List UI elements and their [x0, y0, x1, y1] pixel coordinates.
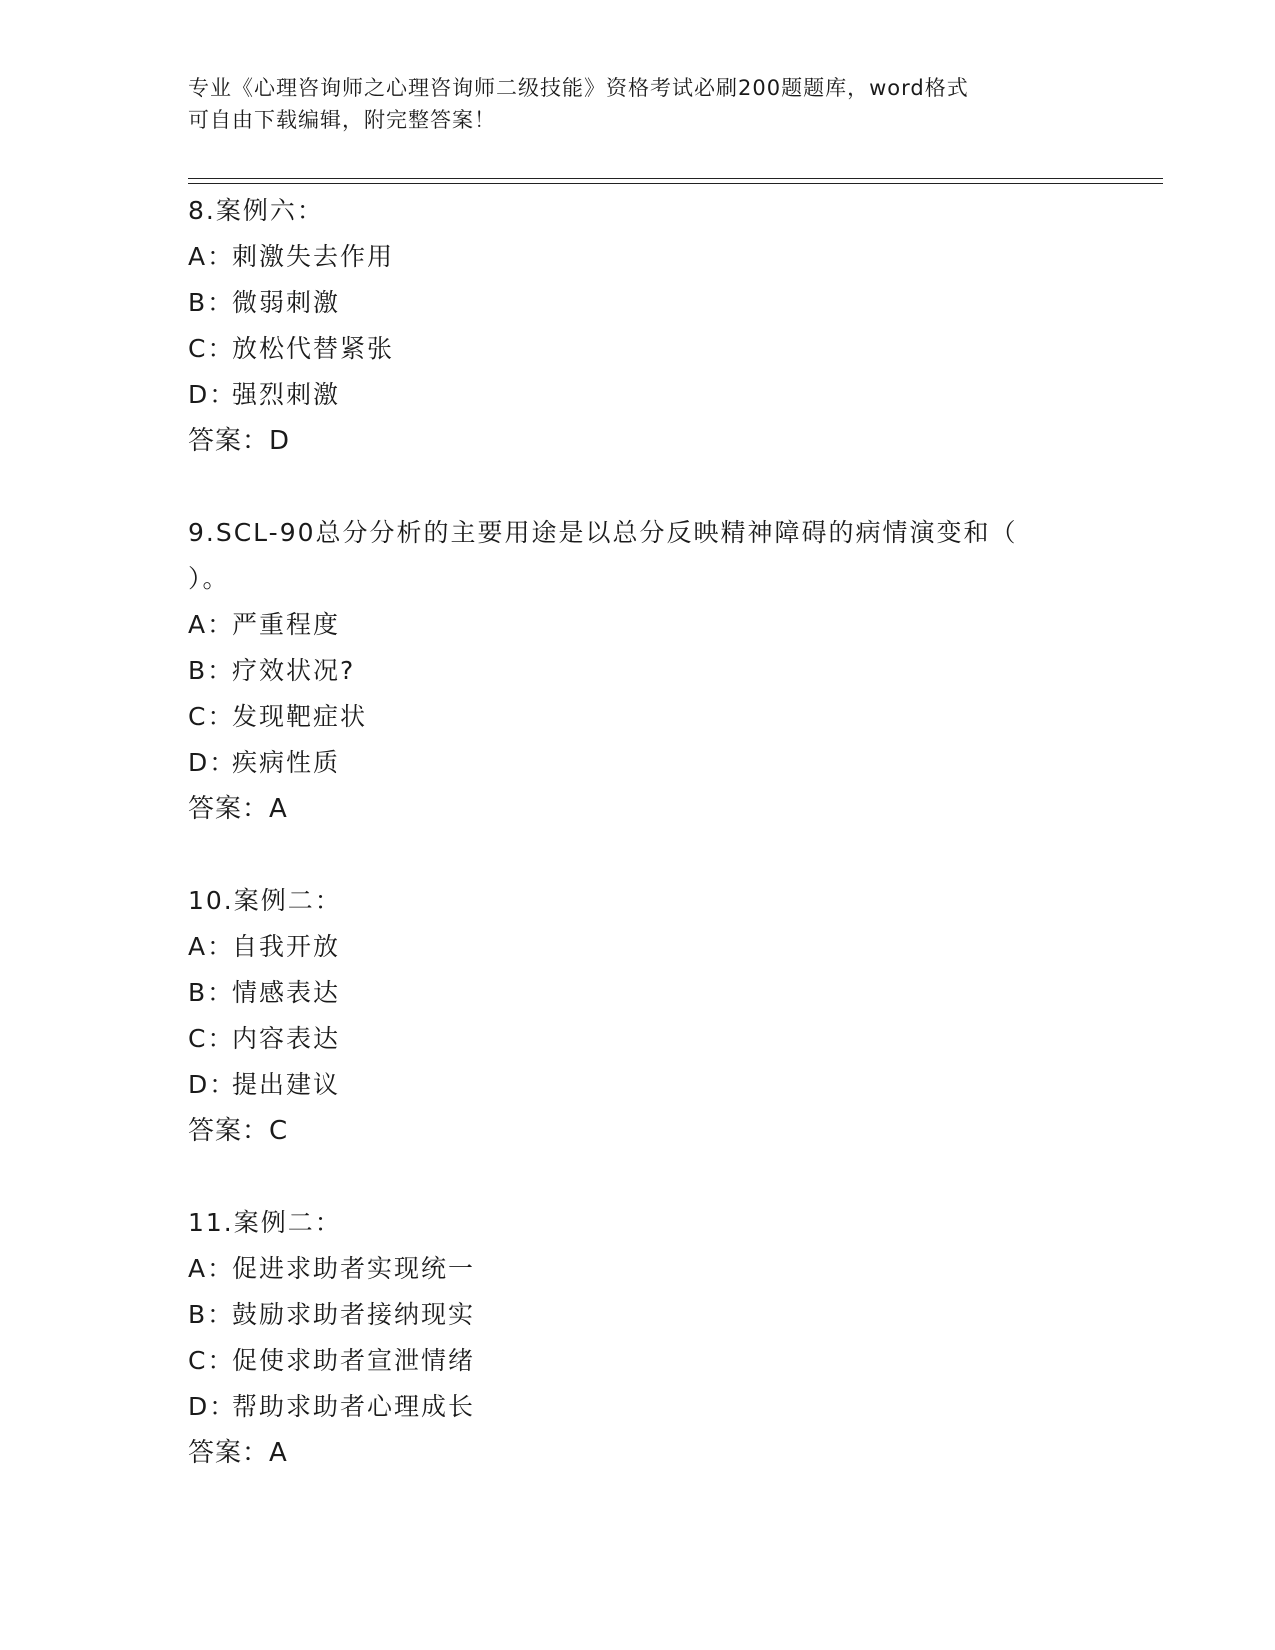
question-list	[188, 188, 1088, 1522]
option-key: B：	[188, 288, 235, 317]
question-stem-continued: ）。	[188, 564, 230, 593]
option-a	[188, 234, 1088, 280]
option-key: C：	[188, 702, 235, 731]
option-text: 发现靶症状	[232, 702, 368, 731]
option-a	[188, 924, 1088, 970]
option-text: 放松代替紧张	[232, 334, 395, 363]
option-d	[188, 372, 1088, 418]
option-text: 严重程度	[232, 610, 341, 639]
option-text: 强烈刺激	[232, 380, 341, 409]
option-key: D：	[188, 748, 237, 777]
option-c	[188, 326, 1088, 372]
option-key: C：	[188, 334, 235, 363]
question-stem: 11.案例二：	[188, 1208, 342, 1237]
answer-line: 答案：A	[188, 1438, 288, 1468]
option-b	[188, 280, 1088, 326]
option-key: B：	[188, 978, 235, 1007]
option-text: 微弱刺激	[232, 288, 341, 317]
option-text: 帮助求助者心理成长	[232, 1392, 476, 1421]
header-divider-bottom	[188, 183, 1163, 184]
option-b	[188, 648, 1088, 694]
option-d	[188, 1062, 1088, 1108]
option-b	[188, 970, 1088, 1016]
question-stem: 10.案例二：	[188, 886, 342, 915]
option-key: D：	[188, 380, 237, 409]
option-c	[188, 694, 1088, 740]
option-key: A：	[188, 610, 235, 639]
option-key: A：	[188, 932, 235, 961]
option-b	[188, 1292, 1088, 1338]
option-key: A：	[188, 242, 235, 271]
option-text: 疗效状况?	[232, 656, 356, 685]
option-text: 疾病性质	[232, 748, 341, 777]
document-header	[188, 72, 1088, 136]
option-text: 鼓励求助者接纳现实	[232, 1300, 476, 1329]
option-d	[188, 1384, 1088, 1430]
question-item	[188, 188, 1088, 464]
option-text: 情感表达	[232, 978, 341, 1007]
answer-line: 答案：C	[188, 1116, 289, 1146]
option-key: D：	[188, 1392, 237, 1421]
answer-line: 答案：D	[188, 426, 291, 456]
question-item	[188, 510, 1088, 832]
answer-line: 答案：A	[188, 794, 288, 824]
option-key: C：	[188, 1346, 235, 1375]
option-c	[188, 1338, 1088, 1384]
option-key: B：	[188, 656, 235, 685]
question-item	[188, 878, 1088, 1154]
option-a	[188, 1246, 1088, 1292]
option-text: 促使求助者宣泄情绪	[232, 1346, 476, 1375]
option-key: B：	[188, 1300, 235, 1329]
option-d	[188, 740, 1088, 786]
question-stem: 9.SCL-90总分分析的主要用途是以总分反映精神障碍的病情演变和（	[188, 518, 1018, 547]
option-text: 提出建议	[232, 1070, 341, 1099]
option-key: D：	[188, 1070, 237, 1099]
option-key: C：	[188, 1024, 235, 1053]
header-line-1: 专业《心理咨询师之心理咨询师二级技能》资格考试必刷200题题库，word格式	[188, 76, 969, 100]
question-item	[188, 1200, 1088, 1476]
option-key: A：	[188, 1254, 235, 1283]
header-divider-top	[188, 178, 1163, 179]
option-c	[188, 1016, 1088, 1062]
option-a	[188, 602, 1088, 648]
option-text: 刺激失去作用	[232, 242, 395, 271]
option-text: 内容表达	[232, 1024, 341, 1053]
question-stem: 8.案例六：	[188, 196, 324, 225]
option-text: 促进求助者实现统一	[232, 1254, 476, 1283]
option-text: 自我开放	[232, 932, 341, 961]
header-line-2: 可自由下载编辑，附完整答案！	[188, 108, 496, 132]
